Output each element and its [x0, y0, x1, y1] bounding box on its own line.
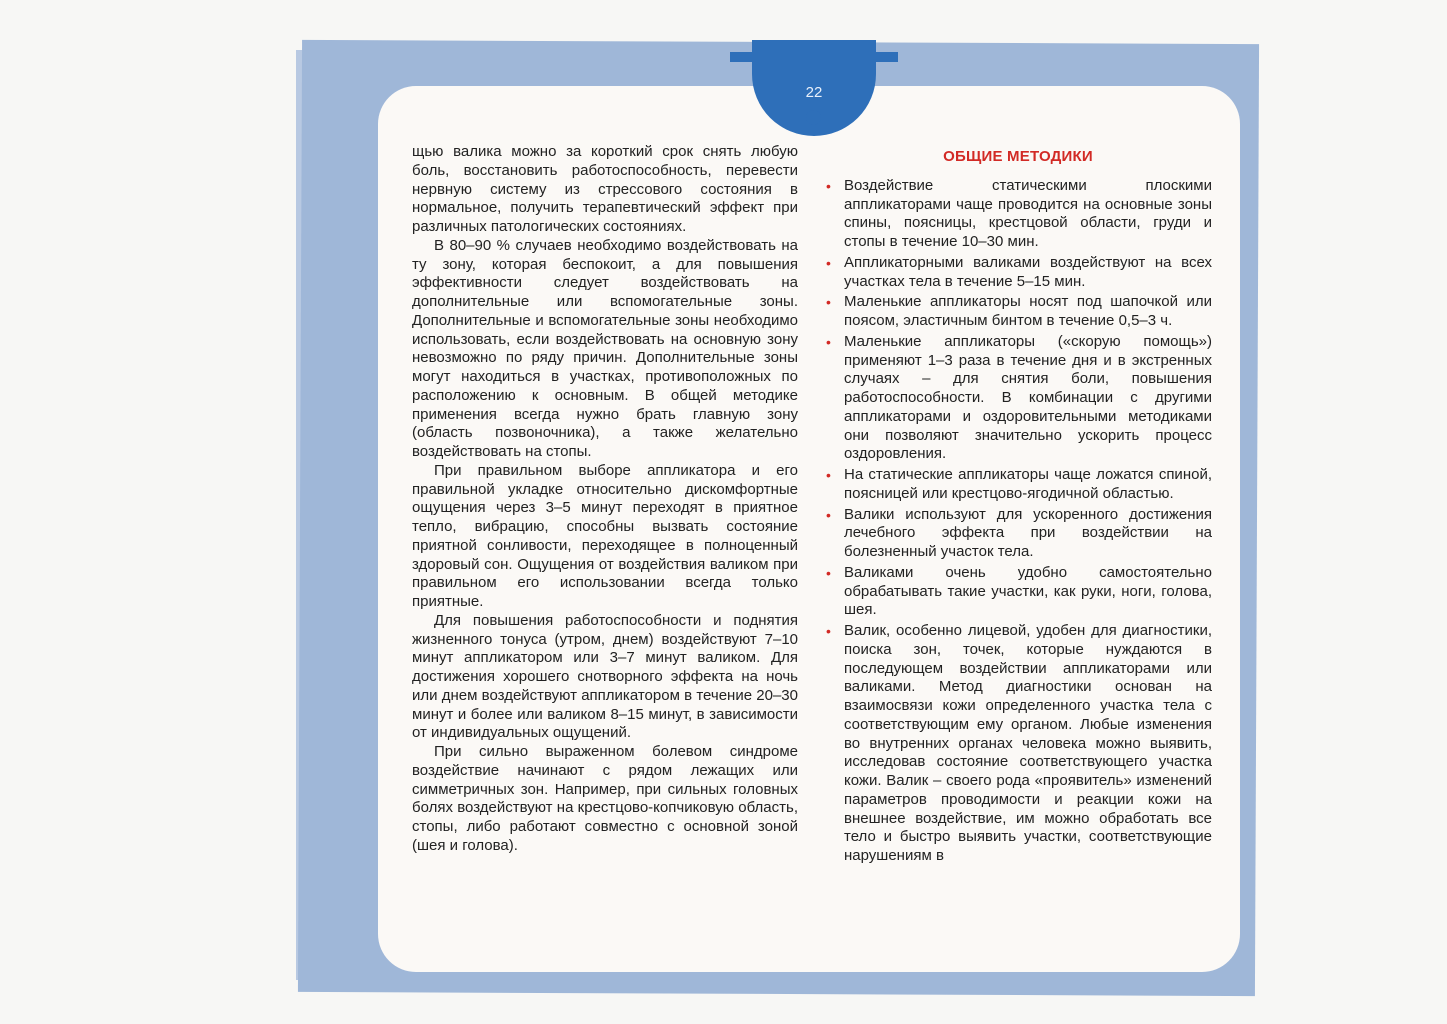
list-item-text: Маленькие аппликаторы носят под шапочкой или поясом, эластичным бинтом в течение 0,5–3 ч. — [844, 293, 1212, 329]
section-heading: ОБЩИЕ МЕТОДИКИ — [943, 148, 1093, 165]
list-item-text: Аппликаторными валиками воздействуют на всех участках тела в течение 5–15 мин. — [844, 253, 1212, 290]
paragraph-1: щью валика можно за короткий срок снять любую боль, восстановить работоспособность, перевести нервную систему из стрессового состояния в нормальное, получить терапевтический эффект при различных патологических состояниях. — [412, 143, 798, 235]
bullet-icon: • — [826, 467, 831, 483]
list-item-text: Маленькие аппликаторы («скорую помощь») применяют 1–3 раза в течение дня и в экстренных случаях – для снятия боли, повышения работоспособности. В комбинации с другими аппликаторами и оздоровительными методиками они позволяют значительно ускорить процесс оздоровления. — [844, 332, 1212, 463]
list-item — [824, 506, 1212, 562]
bullet-icon: • — [826, 333, 831, 350]
list-item — [824, 293, 1212, 331]
bullet-icon: • — [826, 254, 831, 271]
list-item — [824, 333, 1212, 464]
list-item-text: На статические аппликаторы чаще ложатся спиной, поясницей или крестцово-ягодичной областью. — [844, 466, 1212, 502]
right-text-column — [824, 148, 1212, 868]
list-item — [824, 177, 1212, 252]
list-item — [824, 622, 1212, 866]
bullet-list — [824, 177, 1212, 866]
page-dot-decoration — [806, 110, 821, 125]
paragraph-2: В 80–90 % случаев необходимо воздействовать на ту зону, которая беспокоит, а для повышения эффективности следует воздействовать на дополнительные или вспомогательные зоны. Дополнительные и вспомогательные зоны необходимо использовать, если воздействовать на основную зону невозможно по ряду причин. Дополнительные зоны могут находиться в участках, противоположных по расположению к основным. В общей методике применения всегда нужно брать главную зону (область позвоночника), а также желательно воздействовать на стопы. — [412, 236, 798, 460]
bullet-icon: • — [826, 506, 831, 523]
list-item-text: Валиками очень удобно самостоятельно обрабатывать такие участки, как руки, ноги, голова, шея. — [844, 563, 1212, 619]
paragraph-5: При сильно выраженном болевом синдроме воздействие начинают с рядом лежащих или симметричных зон. Например, при сильных головных болях воздействуют на крестцово-копчиковую область, стопы, либо работают совместно с основной зоной (шея и голова). — [412, 743, 798, 854]
list-item — [824, 254, 1212, 292]
bullet-icon: • — [826, 294, 831, 311]
bullet-icon: • — [826, 177, 831, 194]
bullet-icon: • — [826, 564, 831, 581]
paragraph-4: Для повышения работоспособности и поднятия жизненного тонуса (утром, днем) воздействуют 7–10 минут аппликатором или 3–7 минут валиком. Для достижения хорошего снотворного эффекта на ночь или днем воздействуют аппликатором в течение 20–30 минут и более или валиком 8–15 минут, в зависимости от индивидуальных ощущений. — [412, 611, 798, 742]
list-item-text: Валики используют для ускоренного достижения лечебного эффекта при воздействии на болезненный участок тела. — [844, 505, 1212, 560]
list-item-text: Валик, особенно лицевой, удобен для диагностики, поиска зон, точек, которые нуждаются в последующем воздействии аппликаторами или валиками. Метод диагностики основан на взаимосвязи кожи определенного участка тела с соответствующим ему органом. Любые изменения во внутренних органах человека можно выявить, исследовав состояние соответствующего участка кожи. Валик – своего рода «проявитель» изменений параметров проводимости и реакции кожи на внешнее воздействие, им можно обработать все тело и быстро выявить участки, соответствующие нарушениям в — [844, 622, 1212, 864]
page-number: 22 — [805, 84, 823, 101]
paragraph-3: При правильном выборе аппликатора и его правильной укладке относительно дискомфортные ощущения через 3–5 минут переходят в приятное тепло, вибрацию, способны вызвать состояние приятной сонливости, переходящее в полноценный здоровый сон. Ощущения от воздействия валиком при правильном его использовании всегда только приятные. — [412, 461, 798, 610]
bullet-icon: • — [826, 623, 831, 639]
list-item — [824, 466, 1212, 504]
left-text-column — [412, 143, 798, 856]
list-item-text: Воздействие статическими плоскими аппликаторами чаще проводится на основные зоны спины, поясницы, крестцовой области, груди и стопы в течение 10–30 мин. — [844, 176, 1212, 250]
list-item — [824, 564, 1212, 620]
